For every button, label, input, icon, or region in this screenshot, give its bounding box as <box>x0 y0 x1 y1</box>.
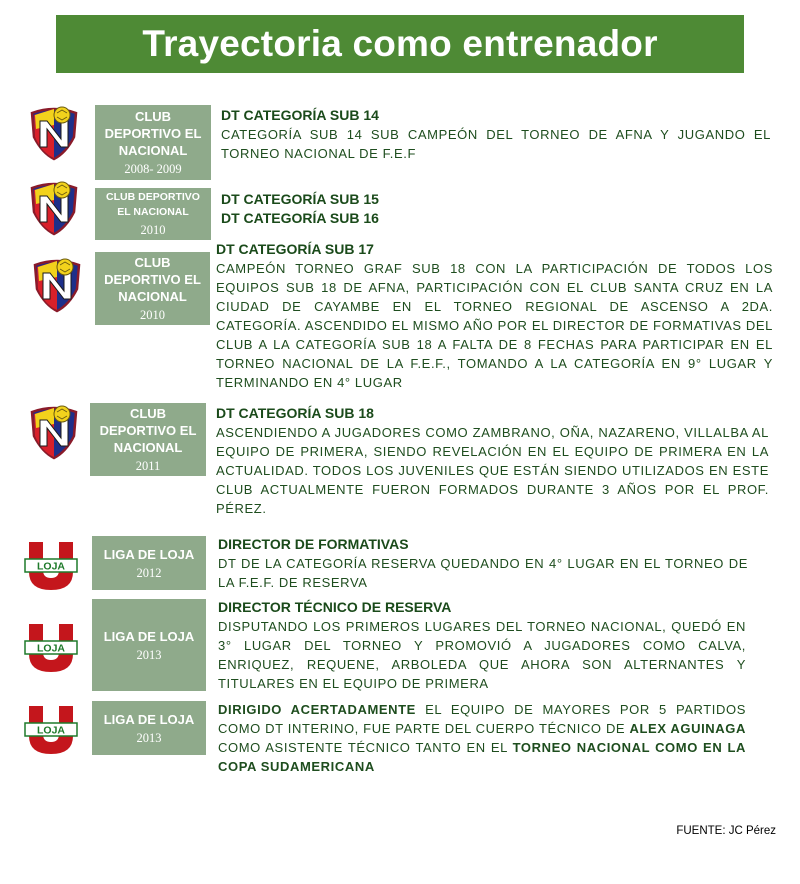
entry-text-bold: DIRIGIDO ACERTADAMENTE <box>218 702 416 717</box>
entry-title: DT CATEGORÍA SUB 14 <box>221 107 379 123</box>
entry-sub18 <box>216 404 769 518</box>
page-title: Trayectoria como entrenador <box>142 23 658 64</box>
club-year: 2010 <box>140 223 166 237</box>
entry-title: DT CATEGORÍA SUB 16 <box>221 210 379 226</box>
entry-sub15-16 <box>221 190 771 228</box>
entry-text-part: COMO ASISTENTE TÉCNICO TANTO EN EL <box>218 740 513 755</box>
entry-director-formativas <box>218 535 748 592</box>
nacional-crest-icon <box>26 178 82 236</box>
entry-text: ASCENDIENDO A JUGADORES COMO ZAMBRANO, OÑA, NAZARENO, VILLALBA AL EQUIPO DE PRIMERA, SIENDO REVELACIÓN EN EL EQUIPO DE PRIMERA EN LA ACTUALIDAD. TODOS LOS JUVENILES QUE ESTÁN SIENDO UTILIZADOS EN ESTE CLUB ACTUALMENTE FUERON FORMADOS DURANTE 3 AÑOS POR EL PROF. PÉREZ. <box>216 425 769 516</box>
club-year: 2013 <box>136 647 162 662</box>
entry-text: DISPUTANDO LOS PRIMEROS LUGARES DEL TORNEO NACIONAL, QUEDÓ EN 3° LUGAR DEL TORNEO Y PROMOVIÓ A JUGADORES COMO CALVA, ENRIQUEZ, REQUENE, ARBOLEDA QUE AHORA SON ALTERNANTES Y TITULARES EN EL EQUIPO DE PRIMERA <box>218 619 746 691</box>
entry-title: DT CATEGORÍA SUB 17 <box>216 241 374 257</box>
club-box <box>95 105 211 180</box>
nacional-crest-icon <box>29 255 85 313</box>
club-box <box>90 403 206 476</box>
club-name: CLUB DEPORTIVO EL NACIONAL <box>106 191 200 218</box>
liga-loja-crest-icon <box>23 536 79 594</box>
club-box <box>95 188 211 240</box>
nacional-crest-icon <box>26 103 82 161</box>
club-name: CLUB DEPORTIVO EL NACIONAL <box>104 109 202 158</box>
page-title-banner <box>56 15 744 73</box>
liga-loja-crest-icon <box>23 618 79 676</box>
club-year: 2012 <box>136 565 162 580</box>
entry-mayores <box>218 700 746 776</box>
club-name: LIGA DE LOJA <box>103 711 195 727</box>
nacional-crest-icon <box>26 402 82 460</box>
liga-loja-crest-icon <box>23 700 79 758</box>
entry-title: DT CATEGORÍA SUB 15 <box>221 191 379 207</box>
entry-text <box>218 700 746 776</box>
entry-sub17 <box>216 240 773 392</box>
entry-text: CATEGORÍA SUB 14 SUB CAMPEÓN DEL TORNEO DE AFNA Y JUGANDO EL TORNEO NACIONAL DE F.E.F <box>221 127 771 161</box>
club-year: 2011 <box>135 459 161 473</box>
club-box <box>92 599 206 691</box>
club-year: 2010 <box>140 308 165 322</box>
entry-sub14 <box>221 106 771 163</box>
club-name: CLUB DEPORTIVO EL NACIONAL <box>99 406 197 455</box>
source-note: FUENTE: JC Pérez <box>676 825 776 837</box>
club-box <box>92 536 206 590</box>
club-name: CLUB DEPORTIVO EL NACIONAL <box>104 255 201 304</box>
entry-title: DT CATEGORÍA SUB 18 <box>216 405 374 421</box>
entry-text-part: EL EQUIPO DE MAYORES POR 5 PARTIDOS COMO DT INTERINO, FUE PARTE DEL CUERPO TÉCNICO DE <box>218 702 746 736</box>
entry-text-bold: ALEX AGUINAGA <box>629 721 746 736</box>
club-box <box>92 701 206 755</box>
entry-title: DIRECTOR TÉCNICO DE RESERVA <box>218 599 452 615</box>
entry-text-bold: TORNEO NACIONAL COMO EN LA COPA SUDAMERICANA <box>218 740 746 774</box>
entry-title: DIRECTOR DE FORMATIVAS <box>218 536 409 552</box>
entry-text: DT DE LA CATEGORÍA RESERVA QUEDANDO EN 4° LUGAR EN EL TORNEO DE LA F.E.F. DE RESERVA <box>218 556 748 590</box>
club-name: LIGA DE LOJA <box>103 628 195 644</box>
club-box <box>95 252 210 325</box>
club-year: 2013 <box>136 730 162 745</box>
entry-text: CAMPEÓN TORNEO GRAF SUB 18 CON LA PARTICIPACIÓN DE TODOS LOS EQUIPOS SUB 18 DE AFNA, PARTICIPACIÓN CON EL CLUB SANTA CRUZ EN LA CIUDAD DE CAYAMBE EN EL TORNEO REGIONAL DE ASCENSO A 2DA. CATEGORÍA. ASCENDIDO EL MISMO AÑO POR EL DIRECTOR DE FORMATIVAS DEL CLUB A LA CATEGORÍA SUB 18 A FALTA DE 8 FECHAS PARA PARTICIPAR EN EL TORNEO NACIONAL DE LA F.E.F., TOMANDO A LA CATEGORÍA EN 9° LUGAR Y TERMINANDO EN 4° LUGAR <box>216 261 773 390</box>
entry-dt-reserva <box>218 598 746 693</box>
club-name: LIGA DE LOJA <box>103 546 195 562</box>
club-year: 2008- 2009 <box>124 162 182 176</box>
